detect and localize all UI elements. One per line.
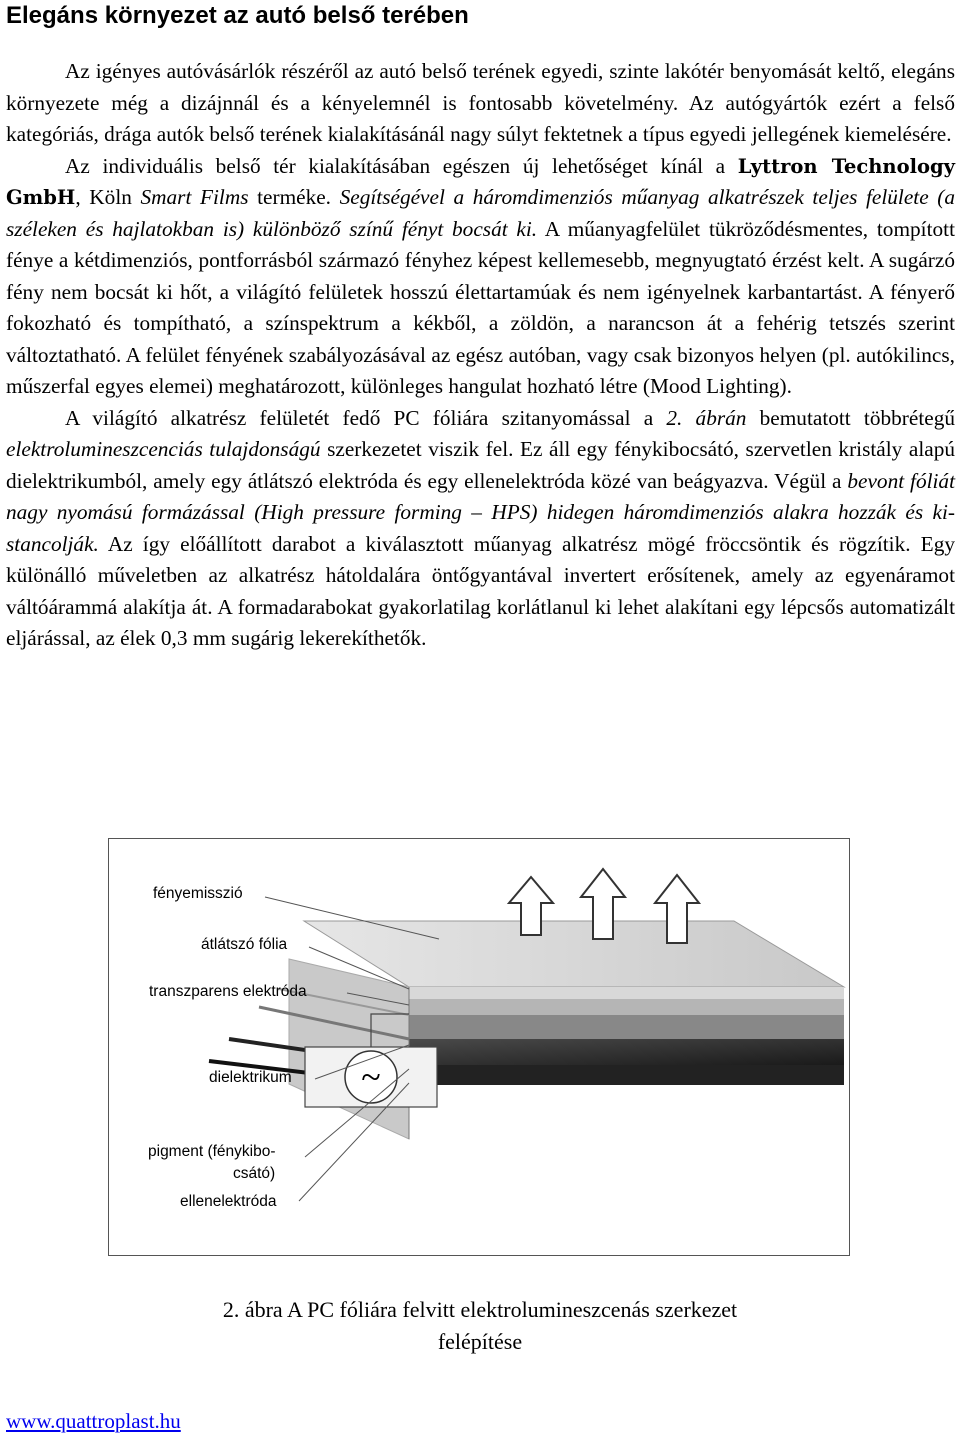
italic-term: elektrolumineszcenciás tulajdonságú xyxy=(6,437,321,461)
text-span: A világító alkatrész felületét fedő PC fóliára szitanyomással a xyxy=(65,405,667,430)
text-span: Az így előállított darabot a kiválasztott műanyag alkatrész mögé fröccsöntik és rögzítik. Egy különálló műveletben az alkatrész hátoldalára öntőgyantával invertert erősítenek, amely az egyenáramot váltóárammá alakítja át. A formadarabokat gyakorlatilag korlátlanul ki lehet alakítani egy lépcsős automatizált eljárással, az élek 0,3 mm sugárig lekerekíthetők. xyxy=(6,531,955,650)
paragraph-lyttron xyxy=(6,151,955,403)
transparent-electrode-layer xyxy=(409,999,844,1015)
ac-symbol: ~ xyxy=(361,1057,381,1097)
pigment-layer xyxy=(409,1039,844,1065)
label-dielectric: dielektrikum xyxy=(209,1069,292,1086)
figure-caption xyxy=(0,1294,960,1358)
label-counter-electrode: ellenelektróda xyxy=(180,1193,277,1210)
text-span: A műanyagfelület tükröződésmentes, tompított fénye a kétdimenziós, pontforrásból származó fényhez képest kellemesebb, megnyugtató érzést kelt. A sugárzó fény nem bocsát ki hőt, a világító felületek hosszú élettartamúak és nem igényelnek karbantartást. A fényerő fokozható és tompítható, a színspektrum a kékből, a zöldön, a narancson át a fehérig tetszés szerint változtatható. A felület fényének szabályozásával az egész autóban, vagy csak bizonyos helyen (pl. autókilincs, műszerfal egyes elemei) meghatározott, különleges hangulat hozható létre (Mood Lighting). xyxy=(6,216,955,398)
caption-line-1: 2. ábra A PC fóliára felvitt elektrolumineszcenás szerkezet xyxy=(222,1297,738,1322)
text-span: bemutatott többrétegű xyxy=(746,405,955,430)
text-span: Az individuális belső tér kialakításában egészen új lehetőséget kínál a xyxy=(65,153,738,178)
company-name: Lyttron Technology GmbH xyxy=(6,154,955,209)
layer-edge-1 xyxy=(409,987,844,999)
page-title: Elegáns környezet az autó belső terében xyxy=(6,2,469,29)
dielectric-layer xyxy=(409,1015,844,1039)
label-transparent-electrode: transzparens elektróda xyxy=(149,983,307,1000)
top-foil-layer xyxy=(304,921,844,987)
italic-process: bevont fóliát nagy nyomású formázással (High pressure forming – HPS) hidegen háromdimenziós alakra hozzák és kistancolják. xyxy=(6,468,955,556)
label-pigment-line1: pigment (fénykibo- xyxy=(148,1143,276,1160)
product-name: Smart Films xyxy=(140,185,249,209)
label-pigment-line2: csátó) xyxy=(233,1165,276,1182)
text-span: szerkezetet viszik fel. Ez áll egy fénykibocsátó, szervetlen kristály alapú dielektrikumból, amely egy átlátszó elektróda és egy ellenelektróda közé van beágyazva. Végül a xyxy=(6,437,955,493)
article-body xyxy=(6,56,955,655)
emission-arrow xyxy=(509,869,699,943)
counter-electrode-layer xyxy=(409,1065,844,1085)
paragraph-intro: Az igényes autóvásárlók részéről az autó belső terének egyedi, szinte lakótér benyomását keltő, elegáns környezete még a dizájnnál és a kényelemnél is fontosabb követelmény. Az autógyártók ezért a felső kategóriás, drága autók belső terének kialakításánál nagy súlyt fektetnek a típus egyedi jellegének kiemelésére. xyxy=(6,59,955,146)
label-transparent-foil: átlátszó fólia xyxy=(201,936,288,953)
caption-line-2: felépítése xyxy=(437,1329,523,1354)
text-span: , Köln xyxy=(75,185,141,209)
paragraph-structure xyxy=(6,403,955,655)
website-link[interactable]: www.quattroplast.hu xyxy=(6,1409,181,1433)
text-span: terméke. xyxy=(248,185,340,209)
label-emission: fényemisszió xyxy=(153,885,243,902)
italic-sentence: Segítségével a háromdimenziós műanyag alkatrészek teljes felülete (a széleken és hajlatokban is) különböző színű fényt bocsát ki. xyxy=(6,185,955,241)
figure-layers-diagram xyxy=(108,838,850,1256)
figure-reference: 2. ábrán xyxy=(666,405,747,430)
